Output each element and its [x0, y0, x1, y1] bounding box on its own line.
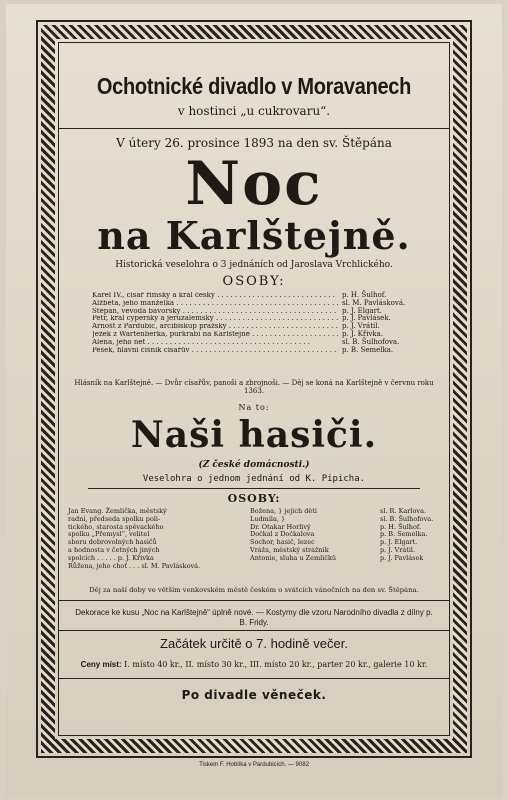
- cast-row: Štěpán, vévoda bavorský . . . p. J. Elgart.: [92, 308, 422, 316]
- cast-row: Sochor, hasič, lezec p. J. Elgart.: [250, 538, 418, 547]
- na-to-label: Na to:: [238, 403, 270, 412]
- cast-row: Dočkal z Dočkalova p. B. Semelka.: [250, 530, 428, 539]
- play2-cast-heading: OSOBY:: [227, 492, 281, 505]
- venue-line: v hostinci „u cukrovaru“.: [177, 104, 331, 118]
- start-time: Začátek určitě o 7. hodině večer.: [160, 636, 348, 651]
- play2-title: Naši hasiči.: [130, 414, 378, 456]
- theatre-name: Ochotnické divadlo v Moravanech: [96, 74, 412, 100]
- cast-row: Vráža, městský strážník p. J. Vrátil.: [250, 545, 416, 554]
- ticket-prices: [58, 660, 450, 669]
- cast-row: Alžběta, jeho manželka . . . sl. M. Pavlásková.: [92, 300, 422, 308]
- cast-row: Božena, } jejich děti sl. R. Karlova.: [250, 507, 427, 515]
- divider: [58, 600, 450, 601]
- printer-credit: Tiskem F. Hoblíka v Pardubicích. — 9082: [199, 762, 309, 768]
- play1-cast-heading: OSOBY:: [222, 274, 286, 289]
- cast-row: Karel IV., císař římský a král český . . . p. H. Šulhof.: [92, 292, 422, 300]
- play2-cast-right: [250, 508, 450, 563]
- prices-text: I. místo 40 kr., II. místo 30 kr., III. místo 20 kr., parter 20 kr., galerie 10 kr.: [124, 660, 428, 669]
- divider: [58, 678, 450, 679]
- cast-row: Petr, král cyperský a jeruzalemský . . . p. J. Pavlásek.: [92, 315, 422, 323]
- play1-title-line2: na Karlštejně.: [97, 213, 411, 258]
- play2-note: Děj za naší doby ve větším venkovském městě českém o svátcích vánočních na den sv. Štěpána.: [89, 586, 419, 594]
- cast-line: Růžena, jeho choť . . . sl. M. Pavlásková.: [68, 561, 201, 570]
- performance-date: V útery 26. prosince 1893 na den sv. Štěpána: [116, 136, 392, 150]
- cast-line: spolku „Přemysl“, velitel: [68, 530, 150, 539]
- cast-row: Ježek z Wartenberka, purkrabí na Karlštejně . . . p. J. Křivka.: [92, 331, 422, 339]
- cast-line: sboru dobrovolných hasičů: [68, 538, 157, 547]
- play1-cast-list: [92, 292, 422, 354]
- cast-row: Ludmila, } sl. B. Šulhofova.: [250, 514, 434, 523]
- prices-label: Ceny míst:: [80, 660, 122, 669]
- cast-line: tického, starosta spěvackého: [68, 522, 164, 531]
- cast-line: Jan Evang. Žemlička, městský: [68, 507, 167, 515]
- play1-title-line1: Noc: [185, 149, 323, 219]
- cast-row: Alena, jeho neť . . . sl. B. Šulhofova.: [92, 339, 422, 347]
- cast-row: Pešek, hlavní číšník císařův . . . p. B. Semelka.: [92, 347, 422, 355]
- play2-subtitle: (Z české domácnosti.): [198, 460, 310, 470]
- play2-author-line: Veselohra o jednom jednání od K. Pipicha.: [142, 474, 366, 484]
- after-show-dance: Po divadle věneček.: [181, 688, 327, 702]
- cast-row: Dr. Otakar Horlivý p. H. Šulhof.: [250, 522, 422, 531]
- divider: [58, 128, 450, 129]
- cast-line: spolcích . . . . . p. J. Křivka: [68, 553, 154, 562]
- cast-row: Antonie, sluha u Žemličků p. J. Pavlásek: [250, 553, 424, 562]
- play1-subtitle: Historická veselohra o 3 jednáních od Jaroslava Vrchlického.: [115, 260, 393, 270]
- cast-line: a hodnosta v četných jiných: [68, 545, 160, 554]
- cast-row: Arnošt z Pardubic, arcibiskup pražský . . . p. J. Vrátil.: [92, 323, 422, 331]
- decoration-note: Dekorace ke kusu „Noc na Karlštejně“ úplně nové. — Kostymy dle vzoru Narodního divadla z dílny p. B. Fridy.: [75, 608, 433, 627]
- cast-line: radní, předseda spolku poli-: [68, 514, 161, 523]
- divider: [88, 488, 420, 489]
- play2-cast-left: [68, 508, 240, 570]
- play1-note: Hlásník na Karlštejně. — Dvůr císařův, panoši a zbrojnoši. — Děj se koná na Karlštejně v červnu roku 1363.: [74, 379, 434, 395]
- poster-content: [58, 42, 450, 734]
- divider: [58, 630, 450, 631]
